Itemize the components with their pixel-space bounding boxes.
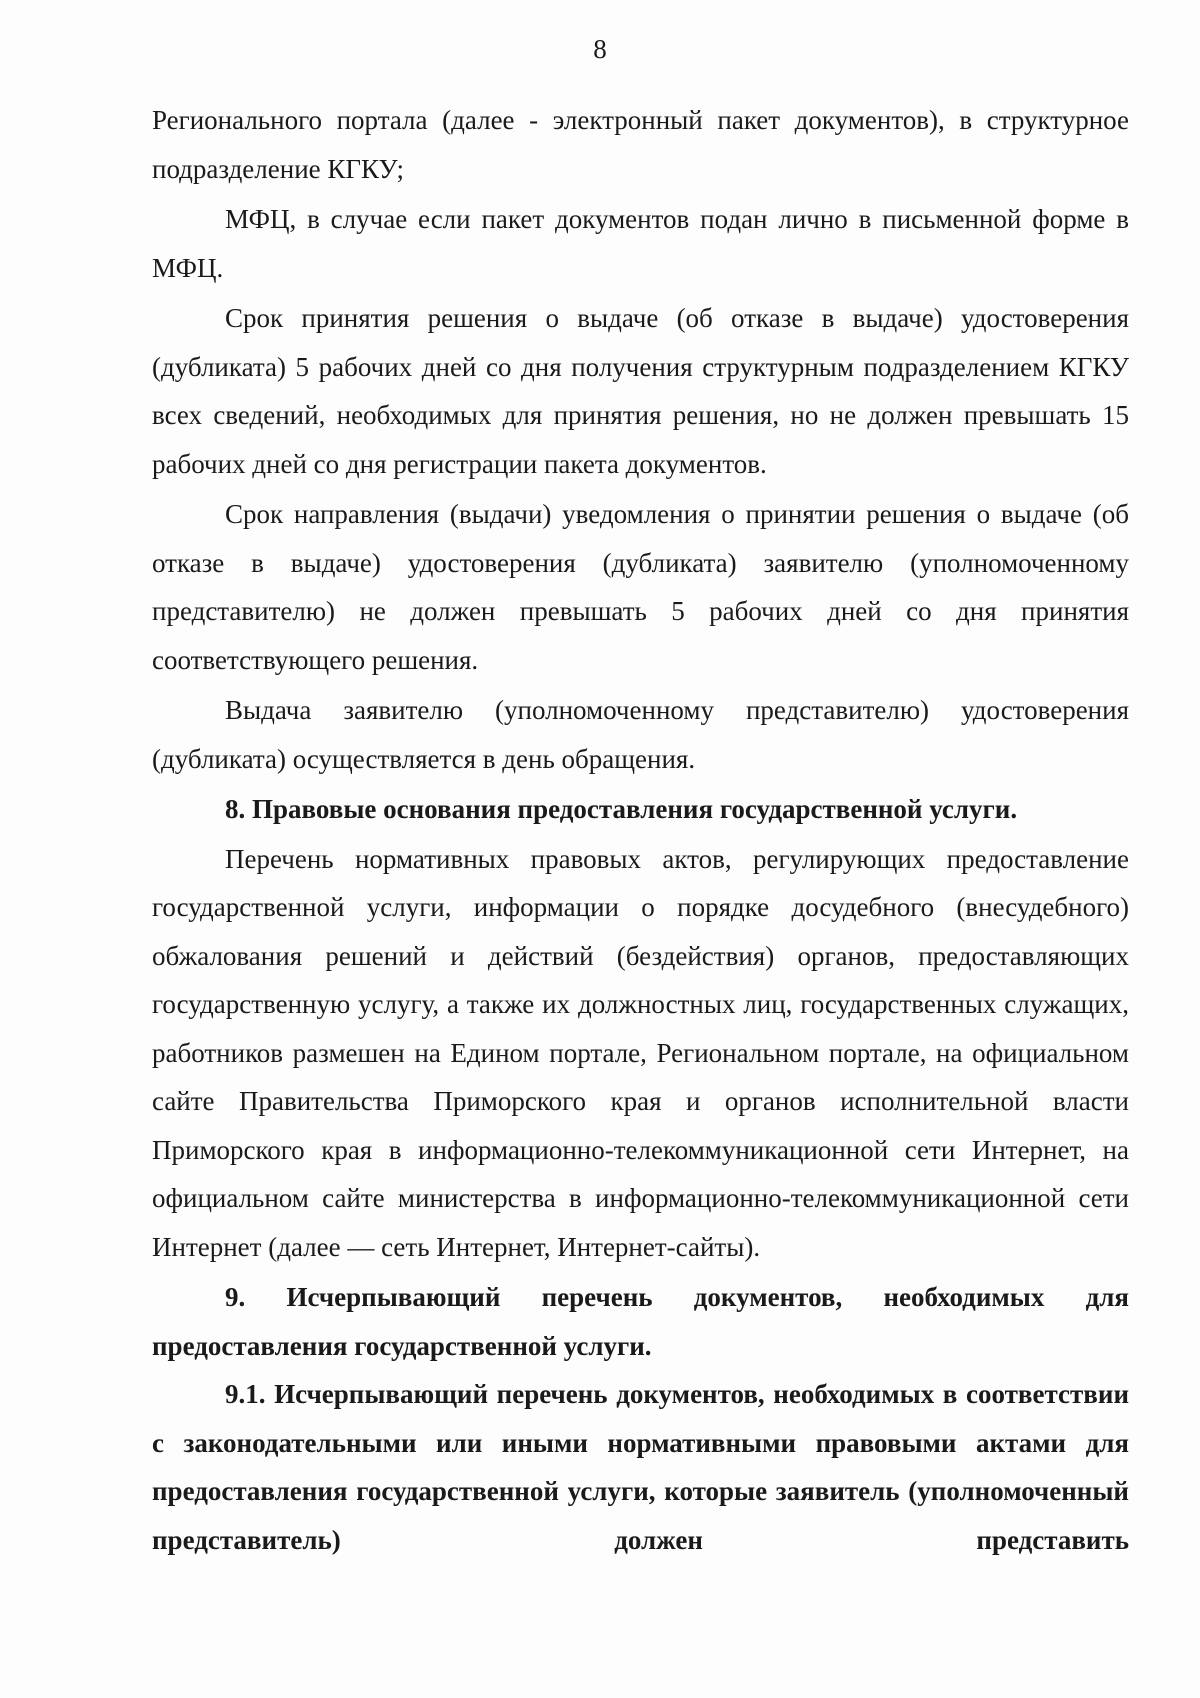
page-number: 8	[593, 34, 607, 64]
section-heading-8: 8. Правовые основания предоставления государственной услуги.	[225, 794, 1018, 824]
paragraph-mfc: МФЦ, в случае если пакет документов подан лично в письменной форме в МФЦ.	[152, 204, 1129, 283]
paragraph-issuance: Выдача заявителю (уполномоченному представителю) удостоверения (дубликата) осуществляется в день обращения.	[152, 695, 1129, 774]
document-body	[152, 96, 1129, 1564]
section-heading-9: 9. Исчерпывающий перечень документов, необходимых для предоставления государственной услуги.	[152, 1282, 1129, 1361]
paragraph-legal-acts: Перечень нормативных правовых актов, регулирующих предоставление государственной услуги, информации о порядке досудебного (внесудебного) обжалования решений и действий (бездействия) органов, предоставляющих государственную услугу, а также их должностных лиц, государственных служащих, работников размешен на Едином портале, Региональном портале, на официальном сайте Правительства Приморского края и органов исполнительной власти Приморского края в информационно-телекоммуникационной сети Интернет, на официальном сайте министерства в информационно-телекоммуникационной сети Интернет (далее — сеть Интернет, Интернет-сайты).	[152, 843, 1129, 1262]
paragraph-regional-portal: Регионального портала (далее - электронный пакет документов), в структурное подразделение КГКУ;	[152, 105, 1129, 184]
section-heading-9-1: 9.1. Исчерпывающий перечень документов, необходимых в соответствии с законодательными или иными нормативными правовыми актами для предоставления государственной услуги, которые заявитель (уполномоченный представитель) должен представить	[152, 1379, 1129, 1555]
paragraph-decision-term: Срок принятия решения о выдаче (об отказе в выдаче) удостоверения (дубликата) 5 рабочих дней со дня получения структурным подразделением КГКУ всех сведений, необходимых для принятия решения, но не должен превышать 15 рабочих дней со дня регистрации пакета документов.	[152, 303, 1129, 479]
paragraph-notification-term: Срок направления (выдачи) уведомления о принятии решения о выдаче (об отказе в выдаче) удостоверения (дубликата) заявителю (уполномоченному представителю) не должен превышать 5 рабочих дней со дня принятия соответствующего решения.	[152, 499, 1129, 675]
